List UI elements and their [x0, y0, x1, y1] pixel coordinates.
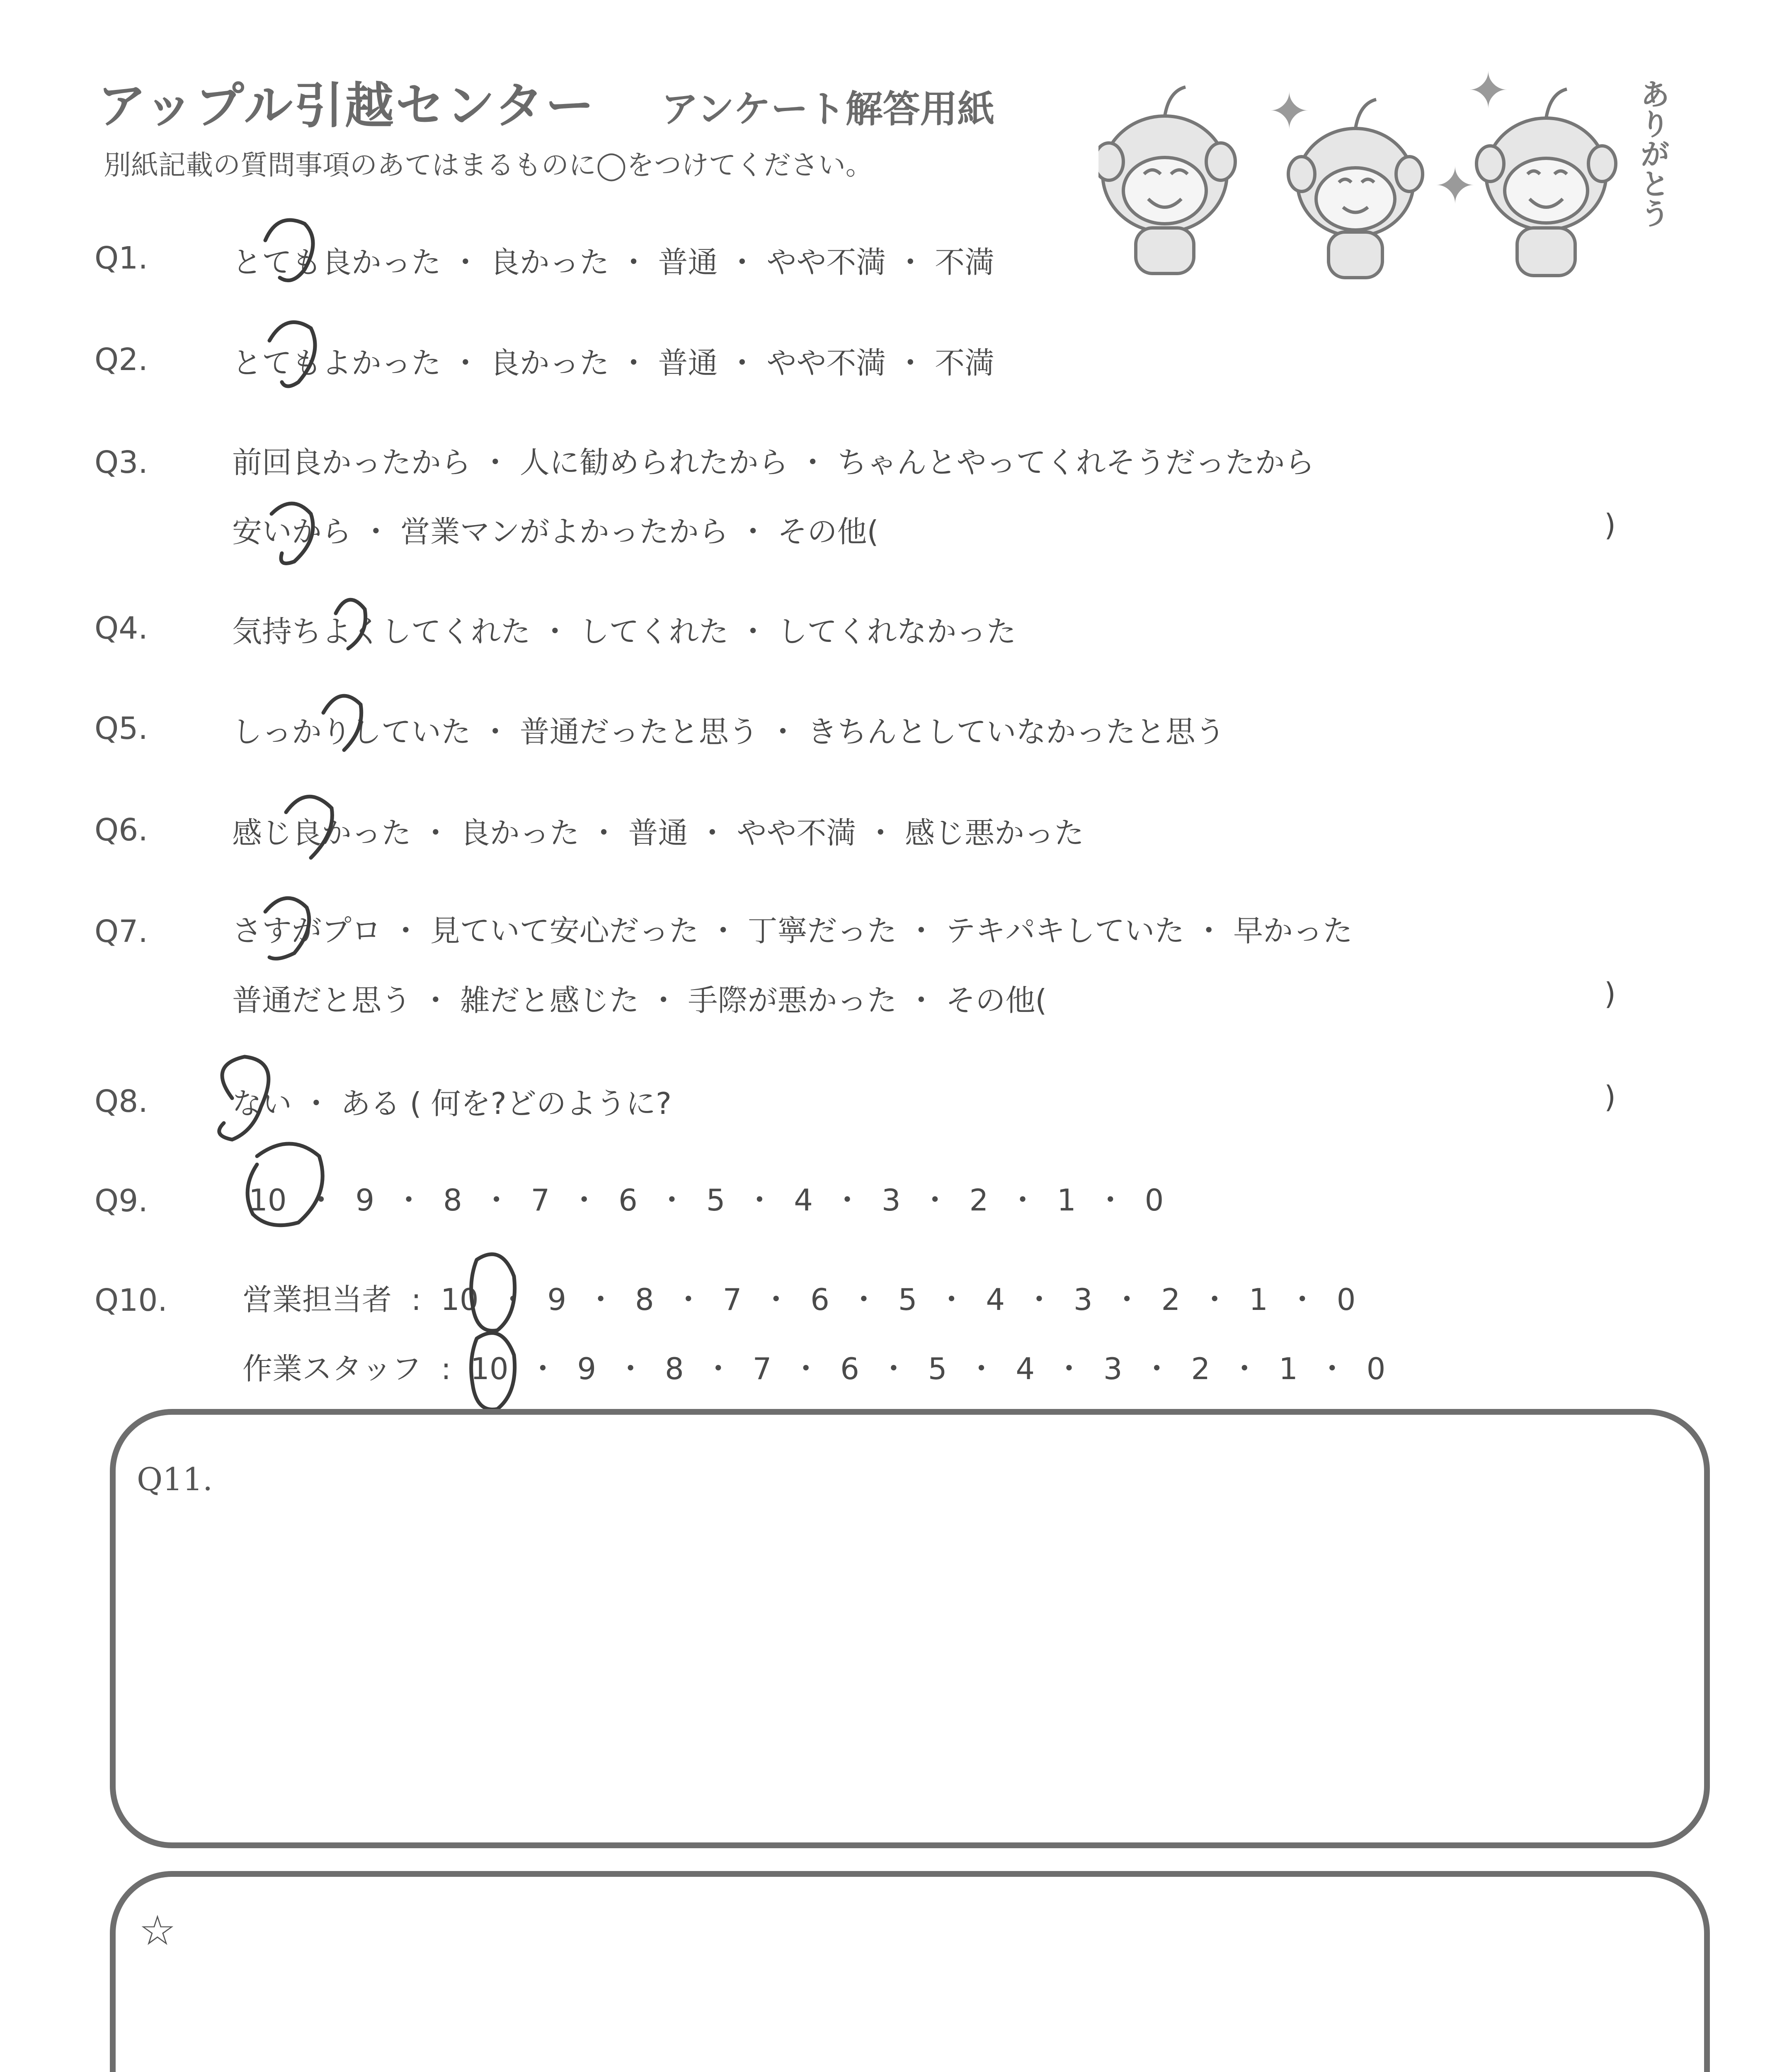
q1-options: とても良かった ・ 良かった ・ 普通 ・ やや不満 ・ 不満: [232, 245, 995, 280]
company-title: アップル引越センター: [97, 77, 596, 134]
sparkle-icon: ✦: [1434, 157, 1476, 215]
q7-close-paren: ): [1604, 976, 1616, 1011]
q6-options: 感じ良かった ・ 良かった ・ 普通 ・ やや不満 ・ 感じ悪かった: [232, 816, 1084, 850]
q10-sales-scale: 営業担当者 : 10 ・ 9 ・ 8 ・ 7 ・ 6 ・ 5 ・ 4 ・ 3 ・ 2 ・ 1 ・ 0: [242, 1282, 1356, 1317]
monkey-mascots-icon: [1098, 70, 1700, 286]
sparkle-icon: ✦: [1467, 62, 1509, 120]
q7-options-line1: さすがプロ ・ 見ていて安心だった ・ 丁寧だった ・ テキパキしていた ・ 早かった: [232, 913, 1353, 948]
star-comment-box[interactable]: [110, 1871, 1710, 2072]
q1-label: Q1.: [95, 240, 148, 276]
q3-options-line1: 前回良かったから ・ 人に勧められたから ・ ちゃんとやってくれそうだったから: [232, 445, 1315, 480]
q11-comment-box[interactable]: [110, 1409, 1710, 1848]
instruction-text: 別紙記載の質問事項のあてはまるものに◯をつけてください。: [104, 149, 873, 181]
q5-label: Q5.: [95, 711, 148, 746]
star-icon: ☆: [139, 1906, 176, 1955]
sparkle-icon: ✦: [1268, 83, 1310, 140]
q5-options: しっかりしていた ・ 普通だったと思う ・ きちんとしていなかったと思う: [232, 714, 1225, 749]
q10-staff-scale: 作業スタッフ : 10 ・ 9 ・ 8 ・ 7 ・ 6 ・ 5 ・ 4 ・ 3 ・ 2 ・ 1 ・ 0: [242, 1351, 1386, 1386]
q4-options: 気持ちよくしてくれた ・ してくれた ・ してくれなかった: [232, 614, 1016, 649]
q8-close-paren: ): [1604, 1080, 1616, 1114]
q8-label: Q8.: [95, 1084, 148, 1119]
q10-label: Q10.: [95, 1283, 167, 1318]
q2-label: Q2.: [95, 342, 148, 378]
thanks-text: ありがとう: [1635, 79, 1670, 228]
q9-scale: 10 ・ 9 ・ 8 ・ 7 ・ 6 ・ 5 ・ 4 ・ 3 ・ 2 ・ 1 ・ 0: [249, 1183, 1164, 1218]
q7-label: Q7.: [95, 914, 148, 949]
q9-label: Q9.: [95, 1183, 148, 1219]
q3-label: Q3.: [95, 445, 148, 480]
q4-label: Q4.: [95, 610, 148, 646]
q6-label: Q6.: [95, 812, 148, 848]
form-subtitle: アンケート解答用紙: [661, 87, 995, 131]
q8-options: ない ・ ある ( 何を?どのように?: [232, 1086, 672, 1121]
q3-close-paren: ): [1604, 508, 1616, 542]
q7-options-line2: 普通だと思う ・ 雑だと感じた ・ 手際が悪かった ・ その他(: [232, 983, 1047, 1018]
q2-options: とてもよかった ・ 良かった ・ 普通 ・ やや不満 ・ 不満: [232, 346, 995, 380]
q3-options-line2: 安いから ・ 営業マンがよかったから ・ その他(: [232, 514, 879, 549]
mascot-illustration: [1098, 70, 1700, 286]
q11-box-label: Q11.: [137, 1461, 213, 1498]
